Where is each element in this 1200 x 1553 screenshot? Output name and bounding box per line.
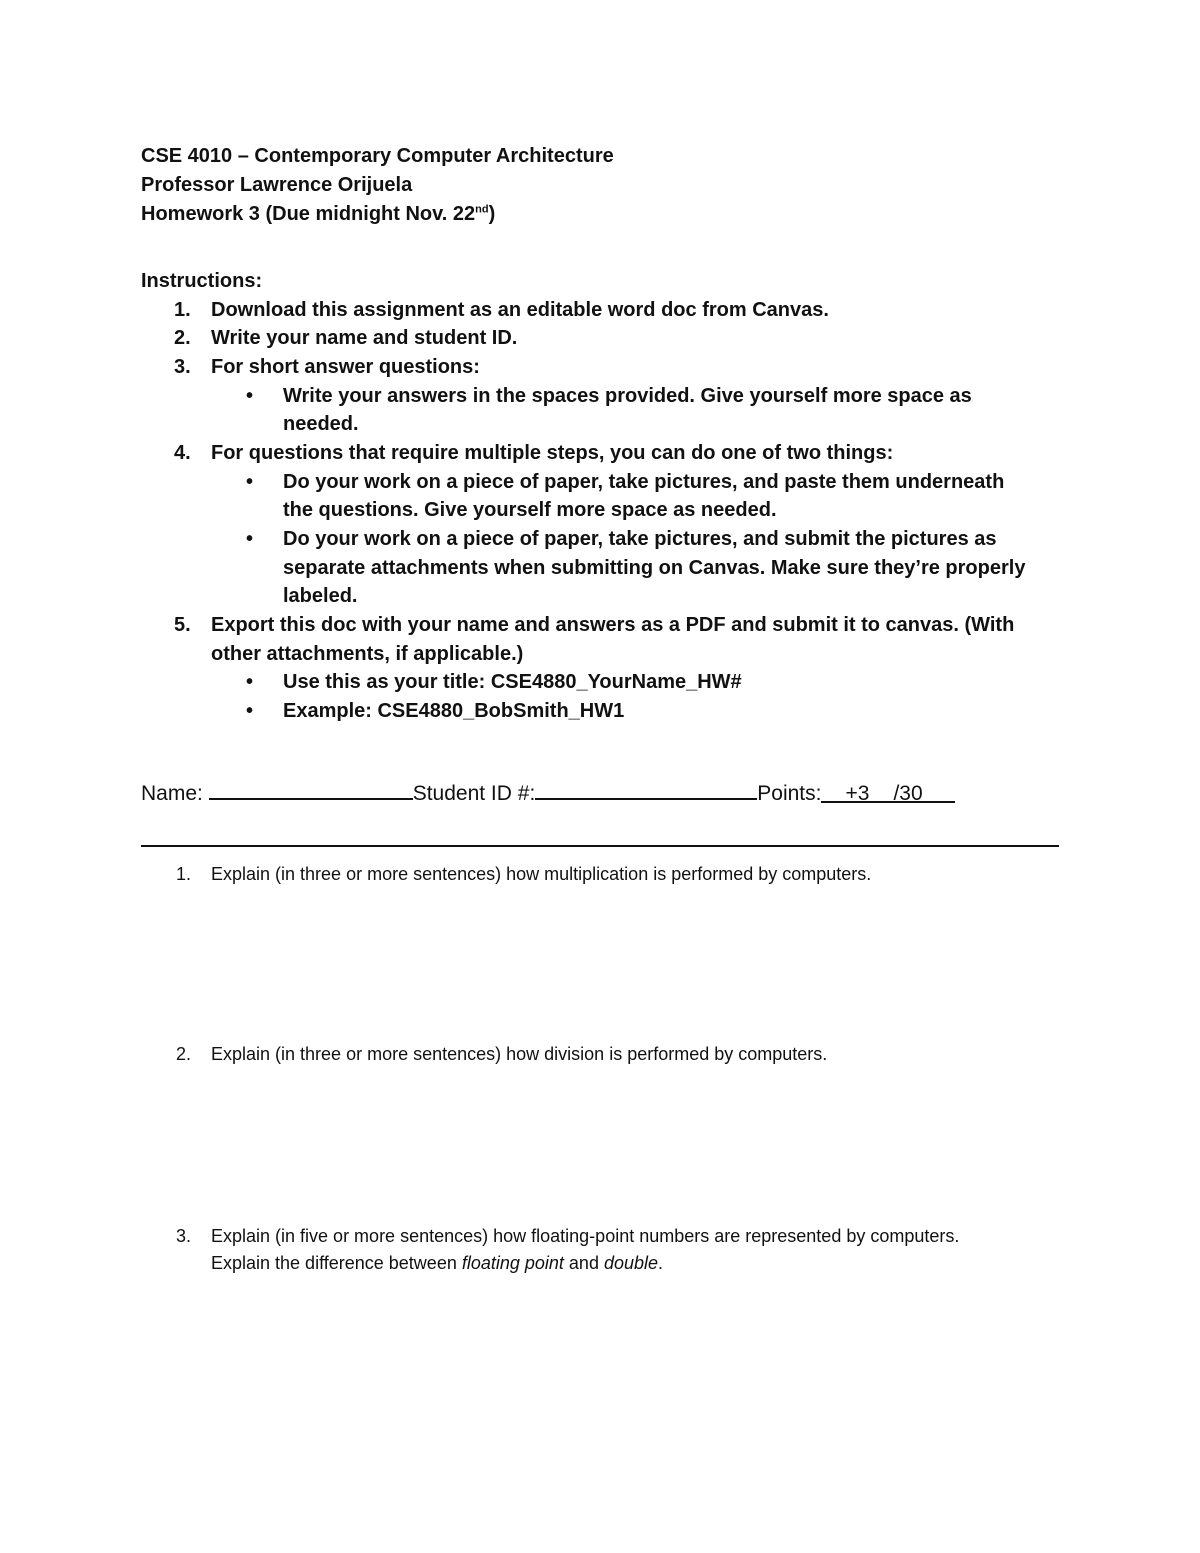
instruction-number: 4.	[174, 442, 191, 464]
course-title: CSE 4010 – Contemporary Computer Architecture	[141, 145, 614, 167]
instruction-item: Export this doc with your name and answers as a PDF and submit it to canvas. (With	[211, 614, 1015, 636]
homework-prefix: Homework 3 (Due midnight Nov. 22	[141, 203, 476, 225]
instruction-number: 1.	[174, 299, 191, 321]
bullet-text: needed.	[283, 413, 359, 435]
bullet-icon: •	[246, 471, 254, 493]
instruction-item: Download this assignment as an editable word doc from Canvas.	[211, 299, 829, 321]
bullet-text: Use this as your title: CSE4880_YourName_HW#	[283, 671, 742, 693]
bullet-text: the questions. Give yourself more space as needed.	[283, 499, 777, 521]
points-value: +3	[845, 782, 870, 805]
bullet-icon: •	[246, 528, 254, 550]
professor-name: Professor Lawrence Orijuela	[141, 174, 413, 196]
q3-emphasis-double: double	[603, 1253, 659, 1273]
homework-sup: nd	[475, 203, 489, 216]
points-total: /30	[893, 782, 923, 805]
homework-due	[141, 200, 495, 228]
instruction-number: 5.	[174, 614, 191, 636]
name-label: Name:	[141, 782, 203, 805]
bullet-text: separate attachments when submitting on Canvas. Make sure they’re properly	[283, 557, 1026, 579]
question-number: 3.	[176, 1226, 192, 1246]
bullet-text: Do your work on a piece of paper, take pictures, and paste them underneath	[283, 471, 1005, 493]
bullet-text: Example: CSE4880_BobSmith_HW1	[283, 700, 625, 722]
q3-mid: and	[563, 1253, 604, 1273]
student-id-field[interactable]	[535, 776, 757, 800]
info-fields-row	[141, 776, 955, 809]
question-number: 1.	[176, 864, 192, 884]
homework-suffix: )	[488, 203, 496, 225]
question-text: Explain (in five or more sentences) how floating-point numbers are represented by computers.	[211, 1226, 960, 1246]
instruction-item: For questions that require multiple steps, you can do one of two things:	[211, 442, 894, 464]
instructions-title: Instructions:	[141, 270, 263, 292]
q3-prefix: Explain the difference between	[211, 1253, 462, 1273]
question-number: 2.	[176, 1044, 192, 1064]
instruction-item: other attachments, if applicable.)	[211, 643, 524, 665]
question-text: Explain (in three or more sentences) how multiplication is performed by computers.	[211, 864, 872, 884]
points-label: Points:	[757, 782, 822, 805]
q3-emphasis-floating: floating point	[461, 1253, 564, 1273]
bullet-text: Write your answers in the spaces provided. Give yourself more space as	[283, 385, 972, 407]
instruction-number: 3.	[174, 356, 191, 378]
question-text: Explain (in three or more sentences) how division is performed by computers.	[211, 1044, 828, 1064]
bullet-icon: •	[246, 671, 254, 693]
instruction-item: For short answer questions:	[211, 356, 480, 378]
bullet-text: Do your work on a piece of paper, take pictures, and submit the pictures as	[283, 528, 997, 550]
student-id-label: Student ID #:	[412, 782, 536, 805]
bullet-icon: •	[246, 385, 254, 407]
q3-suffix: .	[658, 1253, 664, 1273]
instruction-item: Write your name and student ID.	[211, 327, 518, 349]
points-field[interactable]	[821, 779, 954, 803]
name-field[interactable]	[209, 776, 413, 800]
bullet-text: labeled.	[283, 585, 358, 607]
instruction-number: 2.	[174, 327, 191, 349]
question-text-line2	[211, 1250, 663, 1277]
section-divider	[141, 845, 1059, 847]
bullet-icon: •	[246, 700, 254, 722]
